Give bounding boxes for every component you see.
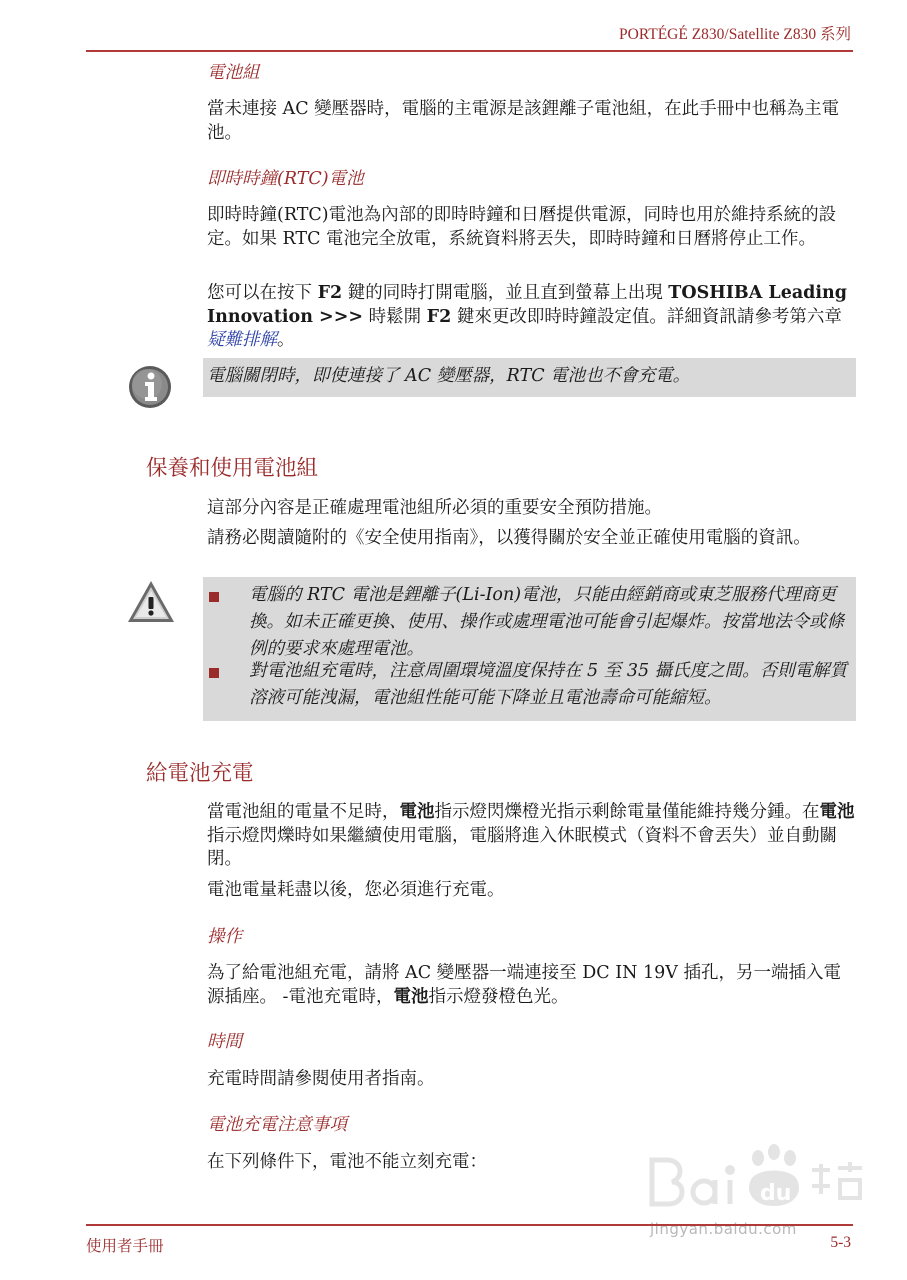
charging-notes-text: 在下列條件下，電池不能立刻充電： (207, 1152, 487, 1172)
charging-paragraph-1: 當電池組的電量不足時，電池指示燈閃爍橙光指示剩餘電量僅能維持幾分鍾。在電池指示燈閃爍時如果繼續使用電腦，電腦將進入休眠模式（資料不會丟失）並自動關閉。 (207, 802, 855, 869)
rtc-battery-paragraph-1: 即時時鐘(RTC)電池為內部的即時時鐘和日曆提供電源，同時也用於維持系統的設定。如果 RTC 電池完全放電，系統資料將丟失，即時時鐘和日曆將停止工作。 (207, 205, 837, 249)
rtc-note-text: 電腦關閉時，即使連接了 AC 變壓器，RTC 電池也不會充電。 (207, 366, 691, 386)
footer-manual-title: 使用者手冊 (86, 1237, 164, 1255)
troubleshooting-link[interactable]: 疑難排解 (207, 330, 277, 350)
charging-section-title: 給電池充電 (146, 761, 254, 786)
charging-notes-heading: 電池充電注意事項 (207, 1115, 347, 1135)
time-text: 充電時間請參閱使用者指南。 (207, 1069, 435, 1089)
battery-pack-text: 當未連接 AC 變壓器時，電腦的主電源是該鋰離子電池組，在此手冊中也稱為主電池。 (207, 99, 840, 143)
baidu-watermark-logo (640, 1140, 870, 1220)
warning-bullet (209, 668, 219, 678)
footer-rule (86, 1224, 853, 1226)
time-heading: 時間 (207, 1032, 242, 1052)
rtc-battery-heading: 即時時鐘(RTC)電池 (207, 169, 364, 189)
rtc-note-box (203, 358, 856, 397)
warning-item: 對電池組充電時，注意周圍環境溫度保持在 5 至 35 攝氏度之間。否則電解質溶液可能洩漏，電池組性能可能下降並且電池壽命可能縮短。 (249, 661, 848, 708)
info-icon (126, 363, 174, 411)
footer-page-number: 5-3 (830, 1234, 851, 1251)
care-paragraph-2: 請務必閱讀隨附的《安全使用指南》，以獲得關於安全並正確使用電腦的資訊。 (207, 528, 811, 548)
battery-pack-heading: 電池組 (207, 63, 260, 83)
rtc-battery-paragraph-2: 您可以在按下 F2 鍵的同時打開電腦，並且直到螢幕上出現 TOSHIBA Leading Innovation >>> 時鬆開 F2 鍵來更改即時時鐘設定值。詳細資訊請參考第六章 疑難排解。 (207, 283, 848, 350)
care-paragraph-1: 這部分內容是正確處理電池組所必須的重要安全預防措施。 (207, 498, 662, 518)
watermark-url: jingyan.baidu.com (650, 1220, 797, 1238)
care-section-title: 保養和使用電池組 (146, 456, 319, 481)
header-rule (86, 50, 853, 52)
warning-icon (126, 578, 176, 626)
header-title: PORTÉGÉ Z830/Satellite Z830 系列 (619, 26, 851, 43)
charging-paragraph-2: 電池電量耗盡以後，您必須進行充電。 (207, 880, 505, 900)
operation-text: 為了給電池組充電，請將 AC 變壓器一端連接至 DC IN 19V 插孔，另一端插入電源插座。 -電池充電時，電池指示燈發橙色光。 (207, 963, 841, 1007)
svg-text:du: du (760, 1181, 792, 1206)
warning-bullet (209, 592, 219, 602)
warning-item: 電腦的 RTC 電池是鋰離子(Li-Ion)電池，只能由經銷商或東芝服務代理商更換。如未正確更換、使用、操作或處理電池可能會引起爆炸。按當地法令或條例的要求來處理電池。 (249, 585, 844, 659)
operation-heading: 操作 (207, 927, 242, 947)
